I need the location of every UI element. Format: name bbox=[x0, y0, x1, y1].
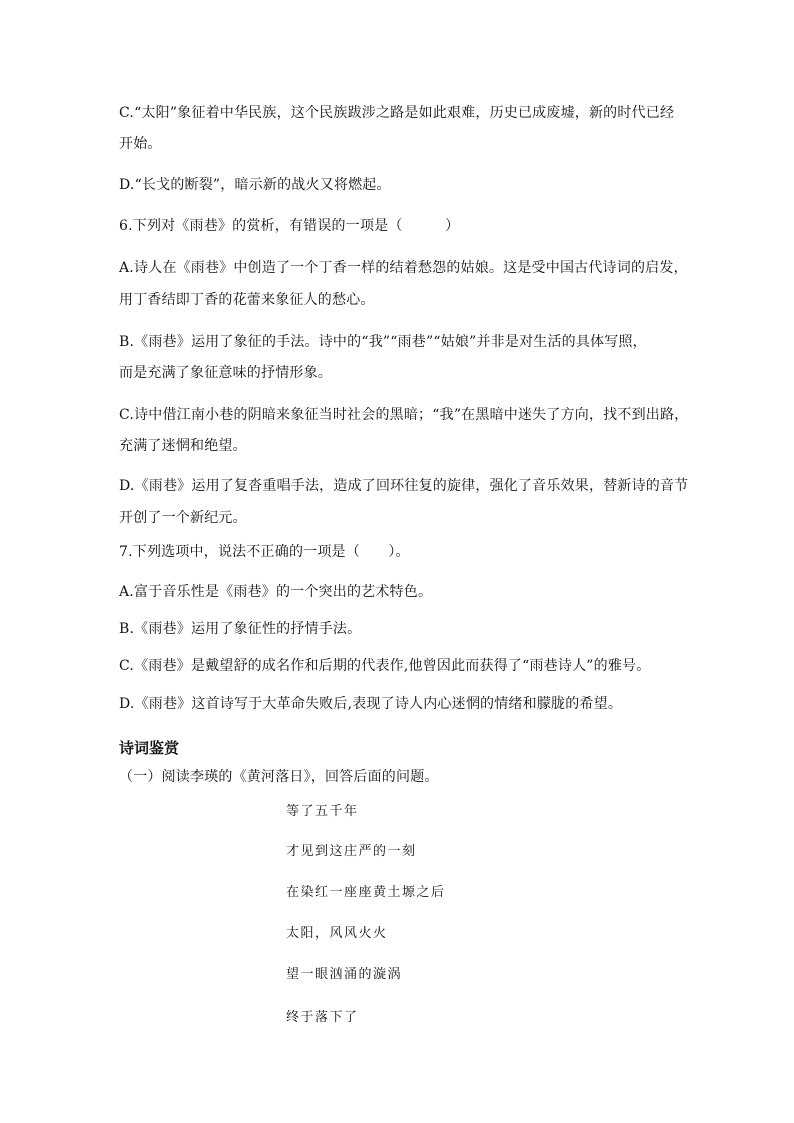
question-7-option-a: A.富于音乐性是《雨巷》的一个突出的艺术特色。 bbox=[119, 584, 433, 600]
poem-line: 终于落下了 bbox=[286, 1010, 359, 1025]
poem-line: 太阳，风风火火 bbox=[286, 926, 388, 941]
question-6-stem: 6.下列对《雨巷》的赏析，有错误的一项是（ ） bbox=[119, 218, 460, 234]
question-6-option-b-line1: B.《雨巷》运用了象征的手法。诗中的“我”“雨巷”“姑娘”并非是对生活的具体写照， bbox=[119, 334, 647, 350]
section-intro: （一）阅读李瑛的《黄河落日》，回答后面的问题。 bbox=[119, 769, 439, 785]
question-6-option-b-line2: 而是充满了象征意味的抒情形象。 bbox=[119, 365, 332, 381]
question-6-option-d-line2: 开创了一个新纪元。 bbox=[119, 510, 247, 526]
option-c-prev-line1: C.“太阳”象征着中华民族，这个民族跋涉之路是如此艰难，历史已成废墟，新的时代已经 bbox=[119, 105, 675, 121]
option-d-prev-line1: D.“长戈的断裂”，暗示新的战火又将燃起。 bbox=[119, 177, 391, 193]
section-heading: 诗词鉴赏 bbox=[119, 739, 180, 757]
question-7-option-c: C.《雨巷》是戴望舒的成名作和后期的代表作,他曾因此而获得了“雨巷诗人”的雅号。 bbox=[119, 658, 651, 674]
question-7-option-d: D.《雨巷》这首诗写于大革命失败后,表现了诗人内心迷惘的情绪和朦胧的希望。 bbox=[119, 696, 623, 712]
question-6-option-c-line1: C.诗中借江南小巷的阴暗来象征当时社会的黑暗；“我”在黑暗中迷失了方向，找不到出路， bbox=[119, 407, 689, 423]
poem-line: 在染红一座座黄土塬之后 bbox=[286, 885, 446, 900]
question-6-option-a-line1: A.诗人在《雨巷》中创造了一个丁香一样的结着愁怨的姑娘。这是受中国古代诗词的启发， bbox=[119, 260, 688, 276]
poem-line: 才见到这庄严的一刻 bbox=[286, 844, 417, 859]
question-6-option-d-line1: D.《雨巷》运用了复沓重唱手法，造成了回环往复的旋律，强化了音乐效果，替新诗的音节 bbox=[119, 478, 689, 494]
question-7-stem: 7.下列选项中，说法不正确的一项是（ ）。 bbox=[119, 544, 410, 560]
option-c-prev-line2: 开始。 bbox=[119, 136, 162, 152]
question-6-option-a-line2: 用丁香结即丁香的花蕾来象征人的愁心。 bbox=[119, 292, 375, 308]
poem-line: 等了五千年 bbox=[286, 804, 359, 819]
poem-line: 望一眼汹涌的漩涡 bbox=[286, 967, 403, 982]
question-6-option-c-line2: 充满了迷惘和绝望。 bbox=[119, 438, 247, 454]
question-7-option-b: B.《雨巷》运用了象征性的抒情手法。 bbox=[119, 621, 362, 637]
